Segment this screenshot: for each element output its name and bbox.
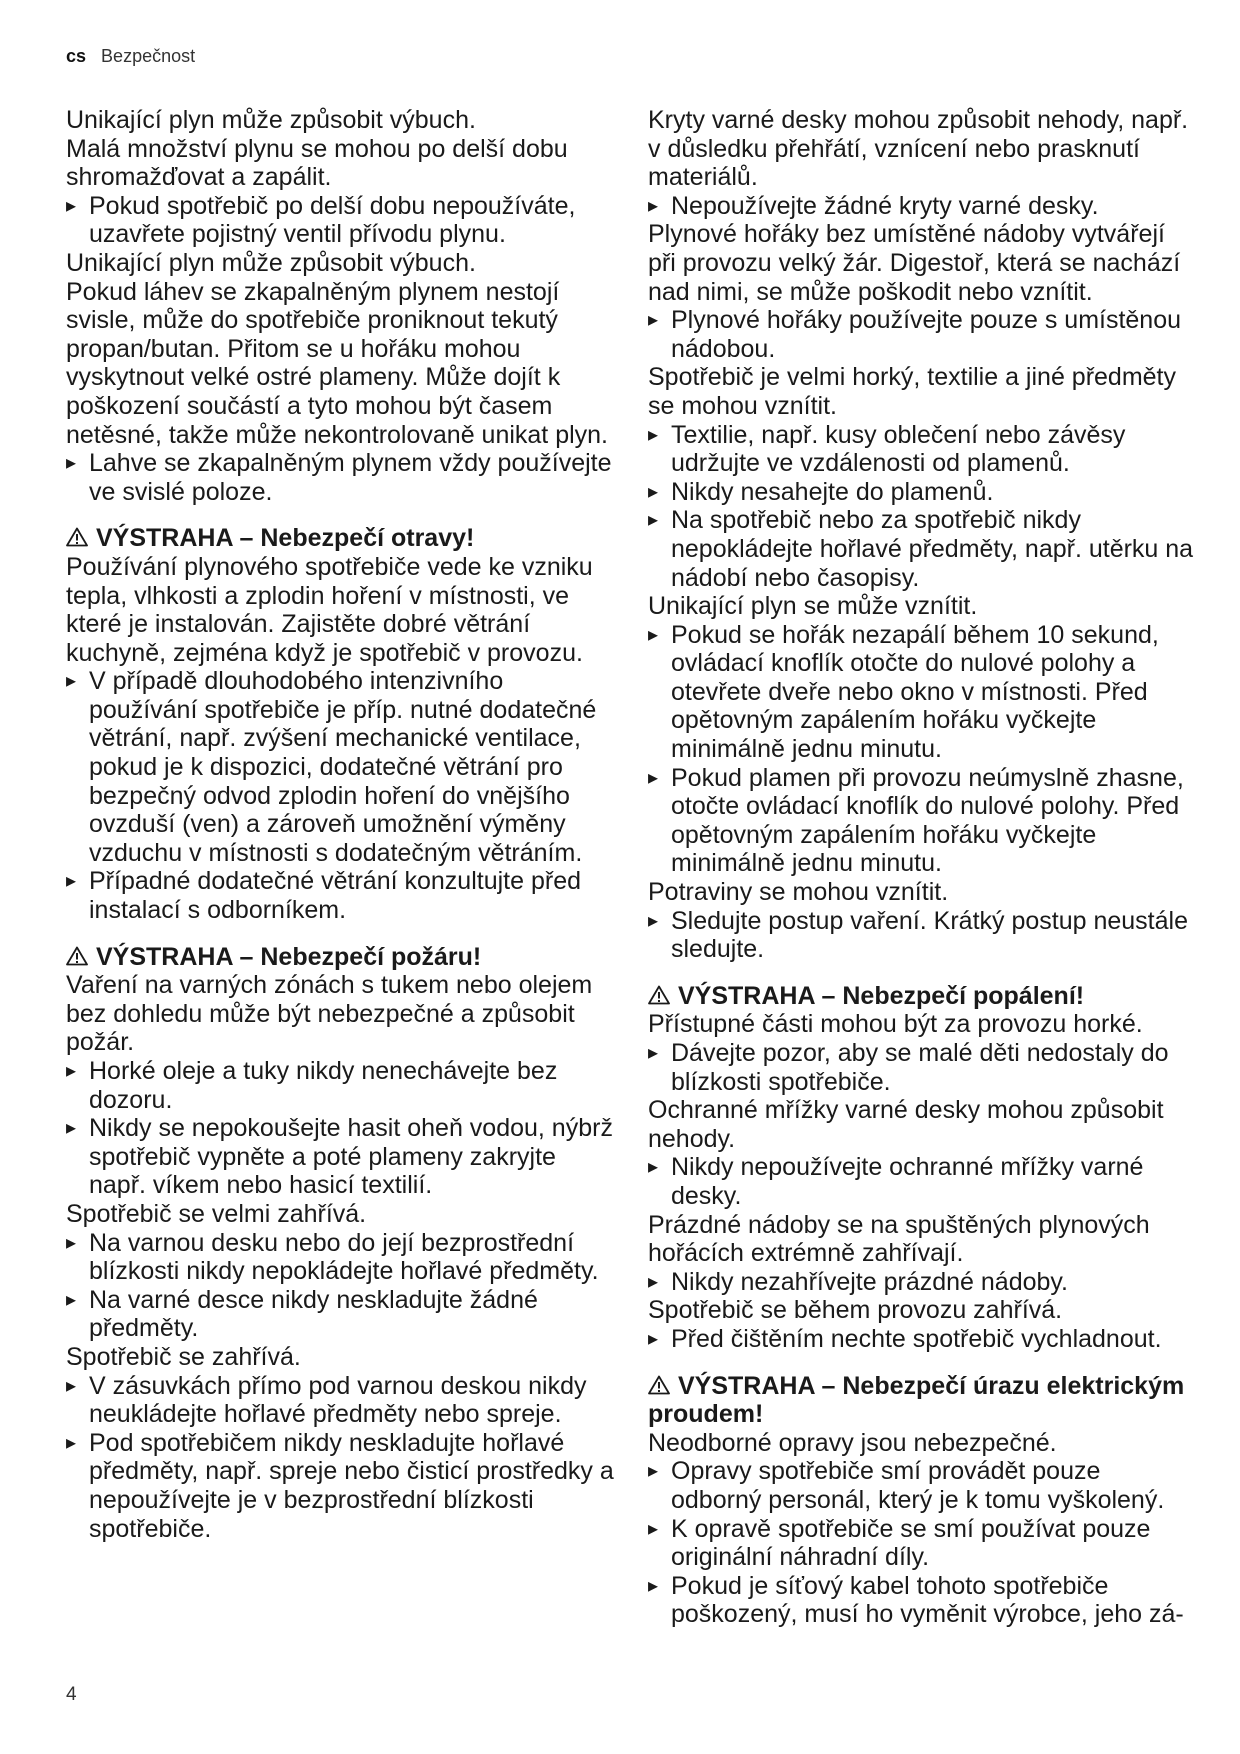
warning-heading-text: VÝSTRAHA – Nebezpečí požáru! — [96, 942, 482, 971]
warning-heading — [66, 943, 614, 972]
paragraph: Prázdné nádoby se na spuštěných plynových hořácích extrémně zahřívají. — [648, 1210, 1150, 1268]
warning-heading-text: VÝSTRAHA – Nebezpečí otravy! — [96, 524, 475, 553]
paragraph: Kryty varné desky mohou způsobit nehody, např. v důsledku přehřátí, vznícení nebo prasknutí materiálů. — [648, 106, 1189, 192]
page-header — [66, 46, 195, 67]
bullet-item: ▸ Plynové hořáky používejte pouze s umístěnou nádobou. — [648, 306, 1196, 363]
paragraph: Unikající plyn může způsobit výbuch. — [66, 248, 476, 277]
paragraph: Spotřebič je velmi horký, textilie a jiné předměty se mohou vznítit. — [648, 363, 1177, 420]
right-column — [648, 106, 1196, 1629]
bullet-item: ▸ V případě dlouhodobého intenzivního používání spotřebiče je příp. nutné dodatečné větrání, např. zvýšení mechanické ventilace, pokud je k dispozici, dodatečné větrání pro bezpečný odvod zplodin hoření do vnějšího ovzduší (ven) a zároveň umožnění výměny vzduchu v místnosti s dodatečným větráním. — [66, 667, 614, 867]
bullet-item: ▸ Na spotřebič nebo za spotřebič nikdy nepokládejte hořlavé předměty, např. utěrku na nádobí nebo časopisy. — [648, 506, 1196, 592]
bullet-item: ▸ V zásuvkách přímo pod varnou deskou nikdy neukládejte hořlavé předměty nebo spreje. — [66, 1372, 614, 1429]
paragraph: Pokud láhev se zkapalněným plynem nestojí svisle, může do spotřebiče proniknout tekutý propan/butan. Přitom se u hořáku mohou vyskytnout velké ostré plameny. Může dojít k poškození součástí a tyto mohou být časem netěsné, takže může nekontrolovaně unikat plyn. — [66, 277, 609, 449]
paragraph: Vaření na varných zónách s tukem nebo olejem bez dohledu může být nebezpečné a způsobit požár. — [66, 971, 593, 1057]
bullet-item: ▸ Pod spotřebičem nikdy neskladujte hořlavé předměty, např. spreje nebo čisticí prostředky a nepoužívejte je v bezprostřední blízkosti spotřebiče. — [66, 1429, 614, 1543]
bullet-item: ▸ Pokud je síťový kabel tohoto spotřebiče poškozený, musí ho vyměnit výrobce, jeho zá- — [648, 1572, 1196, 1629]
section-title: Bezpečnost — [101, 46, 196, 66]
paragraph: Spotřebič se velmi zahřívá. — [66, 1199, 367, 1228]
bullet-item: ▸ K opravě spotřebiče se smí používat pouze originální náhradní díly. — [648, 1515, 1196, 1572]
paragraph: Plynové hořáky bez umístěné nádoby vytvářejí při provozu velký žár. Digestoř, která se nachází nad nimi, se může poškodit nebo vznítit. — [648, 220, 1181, 306]
paragraph: Spotřebič se během provozu zahřívá. — [648, 1296, 1063, 1325]
warning-heading — [648, 1372, 1196, 1429]
bullet-item: ▸ Pokud plamen při provozu neúmyslně zhasne, otočte ovládací knoflík do nulové polohy. Před opětovným zapálením hořáku vyčkejte minimálně jednu minutu. — [648, 764, 1196, 878]
bullet-item: ▸ Nikdy se nepokoušejte hasit oheň vodou, nýbrž spotřebič vypněte a poté plameny zakryjte např. víkem nebo hasicí textilií. — [66, 1114, 614, 1200]
bullet-item: ▸ Dávejte pozor, aby se malé děti nedostaly do blízkosti spotřebiče. — [648, 1039, 1196, 1096]
warning-triangle-icon — [648, 1375, 670, 1395]
paragraph: Neodborné opravy jsou nebezpečné. — [648, 1428, 1057, 1457]
bullet-item: ▸ Nikdy nezahřívejte prázdné nádoby. — [648, 1268, 1196, 1297]
warning-heading — [648, 982, 1196, 1011]
warning-triangle-icon — [648, 985, 670, 1005]
bullet-item: ▸ Na varné desce nikdy neskladujte žádné předměty. — [66, 1286, 614, 1343]
paragraph: Přístupné části mohou být za provozu horké. — [648, 1010, 1143, 1039]
bullet-item: ▸ Horké oleje a tuky nikdy nenechávejte bez dozoru. — [66, 1057, 614, 1114]
bullet-item: ▸ Případné dodatečné větrání konzultujte před instalací s odborníkem. — [66, 867, 614, 924]
bullet-item: ▸ Pokud se hořák nezapálí během 10 sekund, ovládací knoflík otočte do nulové polohy a otevřete dveře nebo okno v místnosti. Před opětovným zapálením hořáku vyčkejte minimálně jednu minutu. — [648, 621, 1196, 764]
bullet-item: ▸ Nikdy nesahejte do plamenů. — [648, 478, 1196, 507]
bullet-item: ▸ Opravy spotřebiče smí provádět pouze odborný personál, který je k tomu vyškolený. — [648, 1457, 1196, 1514]
paragraph: Spotřebič se zahřívá. — [66, 1342, 301, 1371]
paragraph: Unikající plyn může způsobit výbuch. — [66, 106, 476, 134]
warning-triangle-icon — [66, 527, 88, 547]
warning-triangle-icon — [66, 946, 88, 966]
bullet-item: ▸ Na varnou desku nebo do její bezprostřední blízkosti nikdy nepokládejte hořlavé předměty. — [66, 1229, 614, 1286]
warning-heading — [66, 524, 614, 553]
language-code: cs — [66, 46, 87, 66]
left-column — [66, 106, 614, 1543]
paragraph: Ochranné mřížky varné desky mohou způsobit nehody. — [648, 1096, 1164, 1153]
paragraph: Unikající plyn se může vznítit. — [648, 592, 978, 621]
warning-heading-text: VÝSTRAHA – Nebezpečí úrazu elektrickým proudem! — [648, 1371, 1185, 1429]
bullet-item: ▸ Nepoužívejte žádné kryty varné desky. — [648, 192, 1196, 221]
page-number: 4 — [66, 1684, 77, 1705]
bullet-item: ▸ Sledujte postup vaření. Krátký postup neustále sledujte. — [648, 907, 1196, 964]
bullet-item: ▸ Lahve se zkapalněným plynem vždy používejte ve svislé poloze. — [66, 449, 614, 506]
bullet-item: ▸ Textilie, např. kusy oblečení nebo závěsy udržujte ve vzdálenosti od plamenů. — [648, 421, 1196, 478]
paragraph: Potraviny se mohou vznítit. — [648, 878, 949, 907]
bullet-item: ▸ Před čištěním nechte spotřebič vychladnout. — [648, 1325, 1196, 1354]
warning-heading-text: VÝSTRAHA – Nebezpečí popálení! — [678, 981, 1085, 1010]
bullet-item: ▸ Nikdy nepoužívejte ochranné mřížky varné desky. — [648, 1153, 1196, 1210]
bullet-item: ▸ Pokud spotřebič po delší dobu nepoužíváte, uzavřete pojistný ventil přívodu plynu. — [66, 192, 614, 249]
paragraph: Používání plynového spotřebiče vede ke vzniku tepla, vlhkosti a zplodin hoření v místnosti, ve které je instalován. Zajistěte dobré větrání kuchyně, zejména když je spotřebič v provozu. — [66, 552, 593, 667]
paragraph: Malá množství plynu se mohou po delší dobu shromažďovat a zapálit. — [66, 134, 568, 192]
